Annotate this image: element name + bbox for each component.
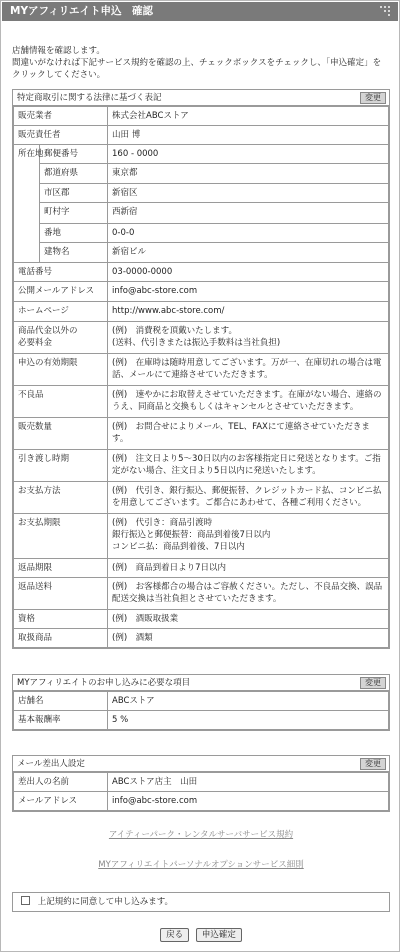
section-title: MYアフィリエイトのお申し込みに必要な項目 [17,678,191,688]
back-button[interactable]: 戻る [160,928,189,942]
row-value: (例) 在庫時は随時用意してございます。万が一、在庫切れの場合は電話、メールにて連絡させていただきます。 [108,354,389,386]
table-row [14,514,389,559]
table-row [14,322,389,354]
table-row [14,354,389,386]
table-row [14,711,389,730]
row-label: 商品代金以外の 必要料金 [14,322,108,354]
intro-line: 店舗情報を確認します。 [12,46,105,56]
mail-sender-section [12,755,390,812]
row-label: 不良品 [14,386,108,418]
row-label: 電話番号 [14,263,108,282]
row-label: 販売数量 [14,418,108,450]
agree-checkbox[interactable] [21,896,30,905]
row-label: 返品送料 [14,578,108,610]
agree-label: 上記規約に同意して申し込みます。 [37,897,174,907]
address-sub-label: 郵便番号 [40,145,108,164]
address-sub-value: 東京都 [108,164,389,184]
table-row [14,578,389,610]
row-label: 引き渡し時期 [14,450,108,482]
table-row [14,610,389,629]
table-row [14,482,389,514]
address-sub-label: 番地 [40,224,108,243]
table-row [14,386,389,418]
title-bar [2,2,398,21]
row-value: (例) 酒類 [108,629,389,648]
mail-sender-table [13,772,389,811]
button-bar [1,928,400,942]
address-sub-label: 建物名 [40,243,108,263]
manager-value: 山田 博 [108,126,389,145]
intro-line: 間違いがなければ下記サービス規約を確認の上、チェックボックスをチェックし、「申込確定」を [12,58,382,68]
row-value: 5 % [108,711,389,730]
seller-value: 株式会社ABCストア [108,107,389,126]
row-value: (例) 消費税を頂戴いたします。 (送料、代引きまたは振込手数料は当社負担) [108,322,389,354]
intro-line: クリックしてください。 [12,70,106,80]
row-value: (例) 速やかにお取替えさせていただきます。在庫がない場合、連絡のうえ、同商品と交換もしくはキャンセルとさせていただきます。 [108,386,389,418]
row-label: 店舗名 [14,692,108,711]
table-row [14,792,389,811]
row-value: 03-0000-0000 [108,263,389,282]
row-label: 公開メールアドレス [14,282,108,302]
section-title: 特定商取引に関する法律に基づく表記 [17,93,162,103]
agree-row [12,892,390,912]
row-value: (例) 代引き：商品引渡時 銀行振込と郵便振替：商品到着後7日以内 コンビニ払：商品到着後、7日以内 [108,514,389,559]
grip-icon [380,6,390,16]
affiliate-table [13,691,389,730]
intro-text [12,45,394,81]
row-label: お支払方法 [14,482,108,514]
section-title: メール差出人設定 [17,759,85,769]
address-sub-label: 市区郡 [40,184,108,203]
table-row [14,263,389,282]
row-label: 差出人の名前 [14,773,108,792]
row-value: (例) 酒販取扱業 [108,610,389,629]
rental-server-terms-link[interactable]: アイティーパーク・レンタルサーバサービス規約 [108,830,294,840]
table-row [14,418,389,450]
row-value: info@abc-store.com [108,282,389,302]
address-sub-value: 0-0-0 [108,224,389,243]
section-header [13,90,389,106]
address-label: 所在地 [14,145,40,263]
address-sub-value: 160 - 0000 [108,145,389,164]
table-row [14,559,389,578]
edit-button[interactable]: 変更 [360,758,386,770]
address-sub-value: 新宿ビル [108,243,389,263]
row-label: 資格 [14,610,108,629]
table-row [14,629,389,648]
row-value: info@abc-store.com [108,792,389,811]
row-value: (例) 代引き、銀行振込、郵便振替、クレジットカード払、コンビニ払を用意してございます。ご都合にあわせて、各種ご利用ください。 [108,482,389,514]
address-sub-label: 町村字 [40,203,108,224]
table-row [14,282,389,302]
row-label: ホームページ [14,302,108,322]
table-row [14,302,389,322]
row-label: 取扱商品 [14,629,108,648]
affiliate-section [12,674,390,731]
address-sub-value: 西新宿 [108,203,389,224]
edit-button[interactable]: 変更 [360,677,386,689]
section-header [13,756,389,772]
row-label: メールアドレス [14,792,108,811]
row-value: ABCストア店主 山田 [108,773,389,792]
row-value: (例) お客様都合の場合はご容赦ください。ただし、不良品交換、誤品配送交換は当社負担とさせていただきます。 [108,578,389,610]
row-label: お支払期限 [14,514,108,559]
table-row [14,773,389,792]
row-value: (例) 注文日より5～30日以内のお客様指定日に発送となります。ご指定がない場合、注文日より5日以内に発送いたします。 [108,450,389,482]
manager-label: 販売責任者 [14,126,108,145]
row-value: http://www.abc-store.com/ [108,302,389,322]
address-sub-label: 都道府県 [40,164,108,184]
table-row [14,450,389,482]
row-label: 返品期限 [14,559,108,578]
address-sub-value: 新宿区 [108,184,389,203]
edit-button[interactable]: 変更 [360,92,386,104]
seller-label: 販売業者 [14,107,108,126]
row-label: 申込の有効期限 [14,354,108,386]
table-row [14,692,389,711]
legal-notice-section [12,89,390,649]
confirm-button[interactable]: 申込確定 [196,928,242,942]
row-value: (例) 商品到着日より7日以内 [108,559,389,578]
row-value: ABCストア [108,692,389,711]
section-header [13,675,389,691]
page-title: MYアフィリエイト申込 確認 [10,5,154,17]
row-label: 基本報酬率 [14,711,108,730]
personal-option-terms-link[interactable]: MYアフィリエイトパーソナルオプションサービス細則 [98,860,304,870]
legal-notice-table [13,106,389,648]
row-value: (例) お問合せによりメール、TEL、FAXにて連絡させていただきます。 [108,418,389,450]
